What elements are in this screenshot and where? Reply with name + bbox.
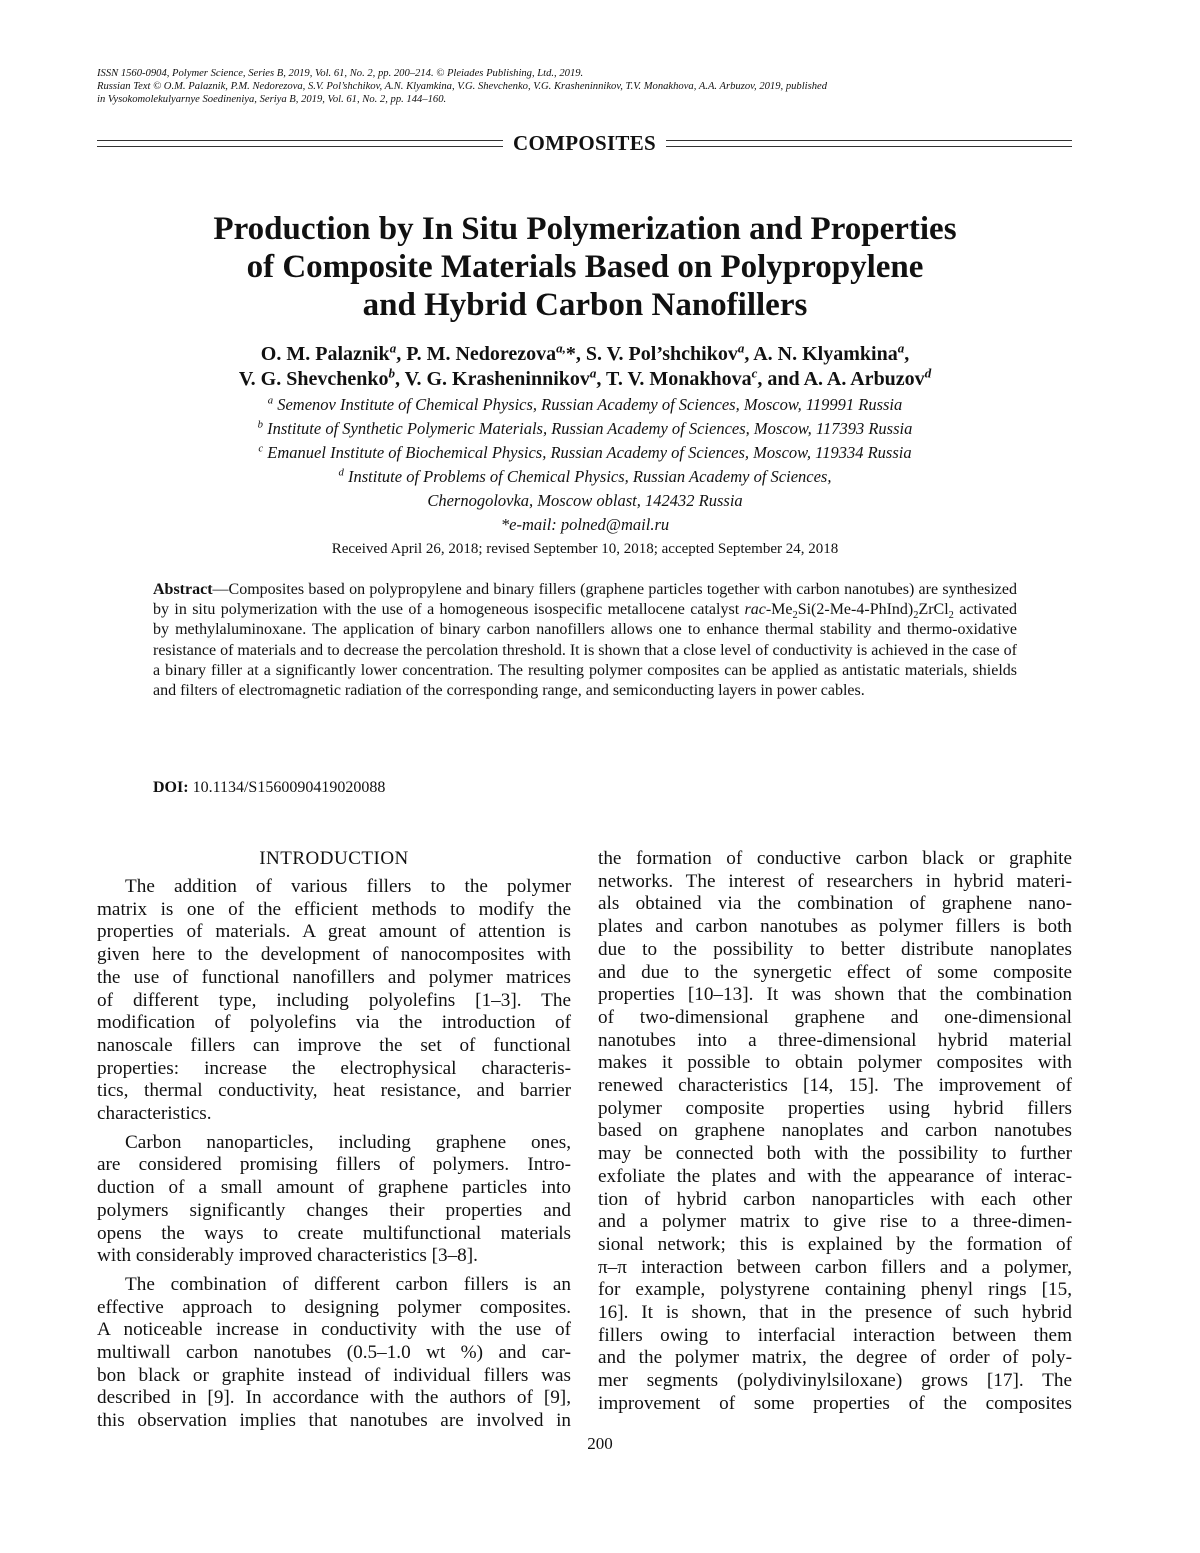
- author-name: A. N. Klyamkina: [753, 343, 898, 365]
- email-line: *e-mail: polned@mail.ru: [500, 515, 670, 534]
- text-line: based on graphene nanoplates and carbon nanotubes: [598, 1120, 1072, 1142]
- text-line: of different type, including polyolefins [1–3]. The: [97, 989, 571, 1011]
- text-line: the use of functional nanofillers and polymer matrices: [97, 966, 571, 988]
- affiliation: [120, 393, 1050, 417]
- author-name: T. V. Monakhova: [606, 368, 752, 390]
- text-line: duction of a small amount of graphene particles into: [97, 1177, 571, 1199]
- author-separator: ,: [596, 368, 607, 390]
- text-line: mer segments (polydivinylsiloxane) grows [17]. The: [598, 1370, 1072, 1392]
- text-line: for example, polystyrene containing phenyl rings [15,: [598, 1279, 1072, 1301]
- author-separator: ,: [394, 368, 405, 390]
- text-line: π–π interaction between carbon fillers and a polymer,: [598, 1256, 1072, 1278]
- affiliation: [120, 441, 1050, 465]
- abstract-text: activated by methylaluminoxane. The application of binary carbon nanofillers allows one to enhance thermal stability and thermo-oxidative resistance of materials and to decrease the percolation threshold. It is shown that a close level of conductivity is achieved in the case of a binary filler at a significantly lower concentration. The resulting polymer composites can be applied as antistatic materials, shields and filters of electromagnetic radiation of the corresponding range, and semiconducting layers in power cables.: [153, 601, 1017, 700]
- text-line: multiwall carbon nanotubes (0.5–1.0 wt %) and car-: [97, 1342, 571, 1364]
- text-line: The addition of various fillers to the polymer: [125, 876, 571, 897]
- text-line: The combination of different carbon fillers is an: [125, 1273, 571, 1295]
- text-line: improvement of some properties of the composites: [598, 1392, 1072, 1414]
- author-name: P. M. Nedorezova: [406, 343, 557, 365]
- text-line: exfoliate the plates and with the appearance of interac-: [598, 1165, 1072, 1187]
- paper-title: [120, 210, 1050, 324]
- text-line: Carbon nanoparticles, including graphene ones,: [125, 1131, 571, 1153]
- author-name: V. G. Krasheninnikov: [404, 368, 590, 390]
- abstract-text: Composites based on polypropylene and binary fillers (graphene particles together with carbon nanotubes) are synthesized by in situ polymerization with the use of a homogeneous isospecific metallocene catalyst: [153, 581, 1017, 619]
- doi-value[interactable]: 10.1134/S1560090419020088: [188, 779, 386, 796]
- text-line: and the polymer matrix, the degree of order of poly-: [598, 1347, 1072, 1369]
- abstract-label: Abstract: [153, 581, 213, 598]
- abstract: [153, 580, 1017, 701]
- affiliation-text: Semenov Institute of Chemical Physics, Russian Academy of Sciences, Moscow, 119991 Russia: [273, 395, 903, 414]
- affiliation-text: Institute of Synthetic Polymeric Materials, Russian Academy of Sciences, Moscow, 117393 Russia: [263, 419, 913, 438]
- author-separator: ,: [744, 343, 754, 365]
- text-line: properties of materials. A great amount of attention is: [97, 921, 571, 943]
- author-affiliation-mark: a: [737, 340, 745, 356]
- affiliation: [120, 465, 1050, 489]
- text-line: bon black or graphite instead of individual fillers was: [97, 1364, 571, 1386]
- doi: [153, 779, 385, 797]
- page-number: 200: [587, 1434, 613, 1453]
- author-affiliation-mark: a: [589, 365, 597, 381]
- section-rule-left: [97, 140, 503, 147]
- right-column: [598, 848, 1072, 1416]
- formula-part: -Me: [765, 601, 793, 619]
- author-affiliation-mark: c: [751, 365, 758, 381]
- text-line: described in [9]. In accordance with the authors of [9],: [97, 1387, 571, 1409]
- left-column: [97, 848, 571, 1433]
- intro-heading: INTRODUCTION: [259, 848, 409, 869]
- text-line: with considerably improved characteristics [3–8].: [97, 1245, 478, 1267]
- author-affiliation-mark: a,: [556, 340, 566, 356]
- text-line: polymers significantly changes their properties and: [97, 1199, 571, 1221]
- text-line: may be connected both with the possibility to further: [598, 1143, 1072, 1165]
- text-line: modification of polyolefins via the introduction of: [97, 1012, 571, 1034]
- author-separator: ,: [575, 343, 586, 365]
- author-separator: ,: [396, 343, 407, 365]
- corresponding-star: *: [565, 343, 576, 365]
- text-line: of two-dimensional graphene and one-dimensional: [598, 1006, 1072, 1028]
- text-line: and due to the synergetic effect of some composite: [598, 961, 1072, 983]
- author-separator: ,: [904, 343, 910, 365]
- title-line: of Composite Materials Based on Polypropylene: [246, 249, 924, 285]
- affiliation: [120, 417, 1050, 441]
- text-line: due to the possibility to better distribute nanoplates: [598, 938, 1072, 960]
- text-line: 16]. It is shown, that in the presence of such hybrid: [598, 1302, 1072, 1324]
- journal-header: [97, 67, 1107, 106]
- text-line: renewed characteristics [14, 15]. The improvement of: [598, 1075, 1072, 1097]
- header-line: Russian Text © O.M. Palaznik, P.M. Nedorezova, S.V. Pol’shchikov, A.N. Klyamkina, V.G. Shevchenko, V.G. Krasheninnikov, T.V. Monakhova, A.A. Arbuzov, 2019, published: [97, 81, 828, 92]
- text-line: this observation implies that nanotubes are involved in: [97, 1410, 571, 1432]
- text-line: tics, thermal conductivity, heat resistance, and barrier: [97, 1080, 571, 1102]
- affiliation-text: Emanuel Institute of Biochemical Physics, Russian Academy of Sciences, Moscow, 119334 Russia: [263, 443, 912, 462]
- affiliations: [120, 393, 1050, 561]
- affiliation-mark: a: [267, 394, 274, 407]
- text-line: properties: increase the electrophysical characteris-: [97, 1057, 571, 1079]
- text-line: tion of hybrid carbon nanoparticles with each other: [598, 1188, 1072, 1210]
- author-affiliation-mark: a: [897, 340, 905, 356]
- received-dates: Received April 26, 2018; revised September 10, 2018; accepted September 24, 2018: [331, 541, 839, 557]
- author-list: [120, 342, 1050, 392]
- section-label: COMPOSITES: [512, 130, 657, 155]
- formula-subscript: 2: [913, 610, 919, 622]
- affiliation-continuation: Chernogolovka, Moscow oblast, 142432 Russia: [427, 491, 743, 510]
- text-line: plates and carbon nanotubes as polymer fillers is both: [598, 916, 1072, 938]
- affiliation-mark: b: [257, 418, 263, 431]
- text-line: effective approach to designing polymer composites.: [97, 1296, 571, 1318]
- author-affiliation-mark: a: [389, 340, 397, 356]
- author-separator: , and: [757, 368, 804, 390]
- section-banner: [97, 128, 1072, 158]
- text-line: A noticeable increase in conductivity with the use of: [97, 1319, 571, 1341]
- text-line: the formation of conductive carbon black or graphite: [598, 848, 1072, 869]
- text-line: nanoscale fillers can improve the set of functional: [97, 1034, 571, 1056]
- text-line: nanotubes into a three-dimensional hybrid material: [598, 1029, 1072, 1051]
- text-line: properties [10–13]. It was shown that the combination: [598, 984, 1072, 1006]
- text-line: makes it possible to obtain polymer composites with: [598, 1052, 1072, 1074]
- text-line: characteristics.: [97, 1103, 212, 1125]
- affiliation-text: Institute of Problems of Chemical Physics, Russian Academy of Sciences,: [343, 467, 832, 486]
- author-affiliation-mark: b: [388, 365, 395, 381]
- formula-subscript: 2: [792, 610, 798, 622]
- author-name: O. M. Palaznik: [260, 343, 390, 365]
- affiliation-mark: d: [338, 466, 344, 479]
- text-line: opens the ways to create multifunctional materials: [97, 1222, 571, 1244]
- text-line: networks. The interest of researchers in hybrid materi-: [598, 870, 1072, 892]
- title-line: Production by In Situ Polymerization and Properties: [213, 211, 957, 247]
- text-line: given here to the development of nanocomposites with: [97, 944, 571, 966]
- section-rule-right: [666, 140, 1072, 147]
- text-line: are considered promising fillers of polymers. Intro-: [97, 1154, 571, 1176]
- formula-part: Si(2-Me-4-PhInd): [797, 601, 914, 619]
- author-line: [120, 367, 1050, 392]
- text-line: matrix is one of the efficient methods to modify the: [97, 898, 571, 920]
- author-line: [120, 342, 1050, 367]
- author-name: A. A. Arbuzov: [803, 368, 925, 390]
- formula-subscript: 2: [948, 610, 954, 622]
- abstract-rac: rac: [744, 601, 766, 619]
- header-line: in Vysokomolekulyarnye Soedineniya, Seriya B, 2019, Vol. 61, No. 2, pp. 144–160.: [97, 94, 447, 105]
- formula-part: ZrCl: [918, 601, 949, 619]
- author-name: V. G. Shevchenko: [238, 368, 389, 390]
- header-line: ISSN 1560-0904, Polymer Science, Series B, 2019, Vol. 61, No. 2, pp. 200–214. © Pleiades Publishing, Ltd., 2019.: [97, 68, 584, 79]
- text-line: fillers owing to interfacial interaction between them: [598, 1324, 1072, 1346]
- abstract-dash: —: [212, 581, 229, 598]
- author-name: S. V. Pol’shchikov: [585, 343, 738, 365]
- author-affiliation-mark: d: [924, 365, 932, 381]
- text-line: and a polymer matrix to give rise to a three-dimen-: [598, 1211, 1072, 1233]
- doi-label: DOI:: [153, 779, 189, 796]
- text-line: als obtained via the combination of graphene nano-: [598, 893, 1072, 915]
- affiliation-mark: c: [258, 442, 264, 455]
- text-line: polymer composite properties using hybrid fillers: [598, 1097, 1072, 1119]
- title-line: and Hybrid Carbon Nanofillers: [362, 287, 808, 323]
- text-line: sional network; this is explained by the formation of: [598, 1233, 1072, 1255]
